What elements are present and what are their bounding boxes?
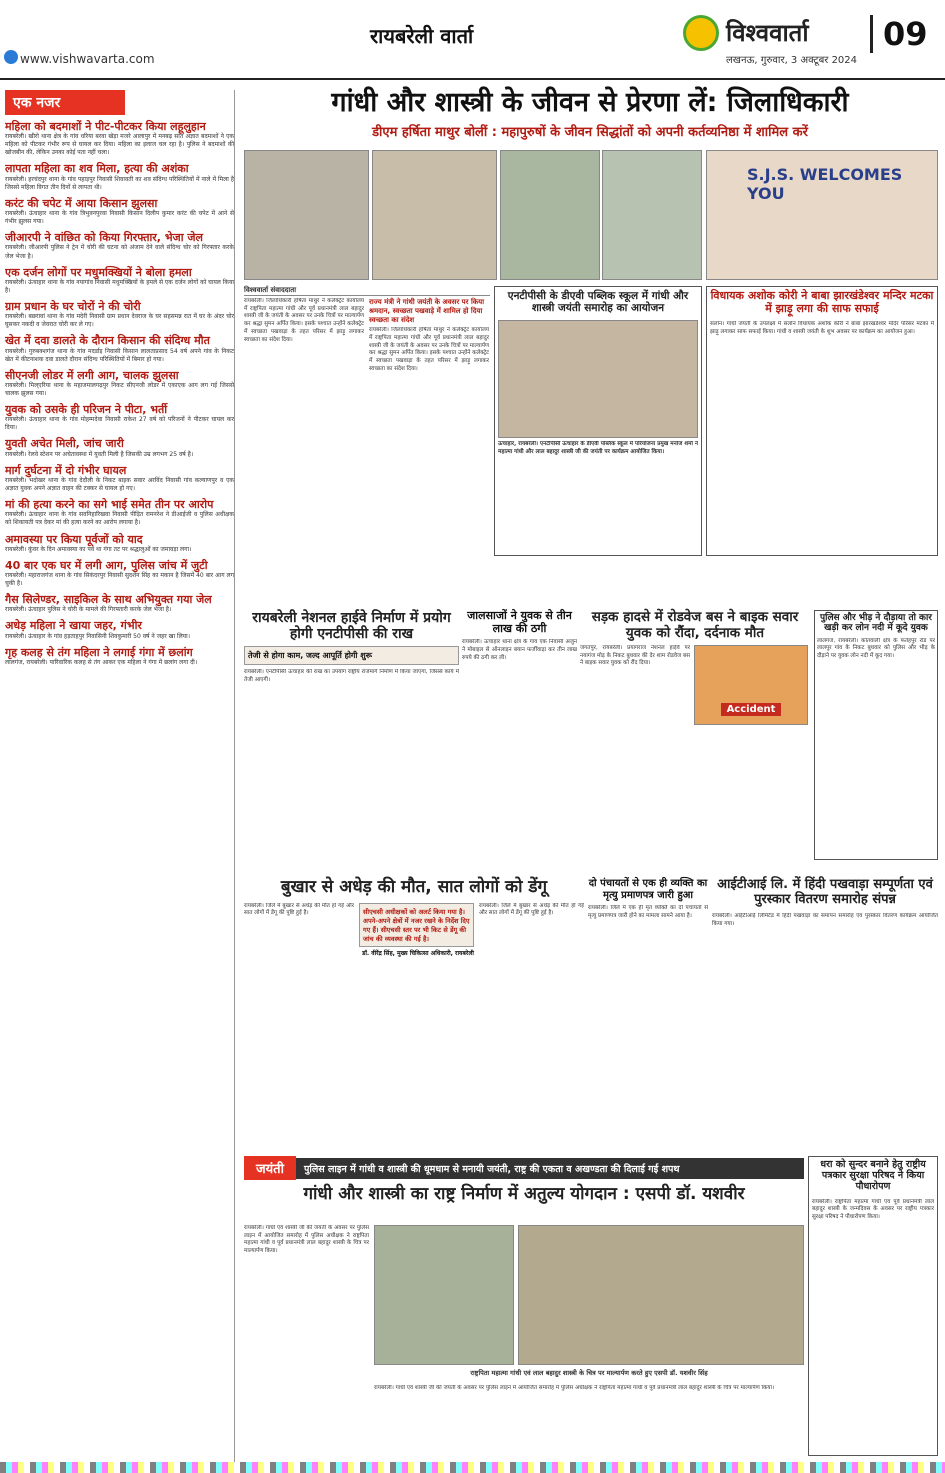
jayanti-caption: राष्ट्रपिता महात्मा गांधी एवं लाल बहादुर शास्त्री के चित्र पर माल्यार्पण करते हुए एसपी डॉ. यशवीर सिंह — [470, 1369, 708, 1377]
brief-headline: खेत में दवा डालते के दौरान किसान की संदिग्ध मौत — [5, 334, 210, 348]
highway-quote: तेजी से होगा काम, जल्द आपूर्ति होगी शुरू — [244, 646, 459, 665]
dengue-quote-author: डॉ. वीरेंद्र सिंह, मुख्य चिकित्सा अधिकारी, रायबरेली — [362, 949, 474, 957]
iti-story — [712, 878, 938, 1128]
jayanti-body-col2: रायबरेली। गांधी एवं शास्त्री जी की जयंती के अवसर पर पुलिस लाइन में आयोजित समारोह में पुलिस अधीक्षक ने राष्ट्रपिता महात्मा गांधी व पूर्व प्रधानमंत्री लाल बहादुर शास्त्री के चित्र पर माल्यार्पण किया। — [374, 1385, 775, 1391]
jayanti-headline: गांधी और शास्त्री का राष्ट्र निर्माण में अतुल्य योगदान : एसपी डॉ. यशवीर — [303, 1184, 745, 1204]
highway-body: रायबरेली। एनटीपीसी ऊंचाहार की राख का उपयोग राष्ट्रीय राजमार्ग निर्माण में किया जाएगा, जिससे कार्य में तेजी आएगी। — [244, 669, 459, 683]
brief-text: रायबरेली। भदोखर थाना के गांव देदौली के निकट बाइक सवार अरविंद निवासी गांव कल्याणपुर व एक अज्ञात युवक अपने अज्ञात वाहन की टक्कर से घायल हो गए। — [5, 476, 234, 493]
brief-headline: अमावस्या पर किया पूर्वजों को याद — [5, 532, 143, 546]
lead-photo-dignitaries — [602, 150, 702, 280]
brief-text: रायबरेली। ऊंचाहार थाना के गांव नयागांव निवासी मधुमक्खियों के हमले से एक दर्जन लोगों को घायल किया है। — [5, 278, 234, 294]
brief-item — [5, 619, 234, 640]
accident-sign: Accident — [721, 703, 782, 716]
mla-body: सलोन। गांधी जयंती के उपलक्ष्य में सलोन विधायक अशोक कोरी ने बाबा झारखंडेश्वर मंदिर परिसर मटका में झाड़ू लगाकर साफ सफाई किया। गांधी व शास्त्री जयंती के शुभ अवसर पर कार्यक्रम का आयोजन हुआ। — [710, 321, 934, 335]
accident-headline: सड़क हादसे में रोडवेज बस ने बाइक सवार युवक को रौंदा, दर्दनाक मौत — [591, 609, 799, 641]
jayanti-photo-parade — [518, 1225, 804, 1365]
accident-body: जगतपुर, रायबरेली। प्रयागराज नेशनल हाईवे पर नयागंज मोड़ के निकट बुधवार की देर शाम रोडवेज बस ने बाइक सवार युवक को रौंद दिया। — [580, 645, 690, 667]
brief-text: लालगंज, रायबरेली। पारिवारिक कलह से तंग आकर एक महिला ने गंगा में छलांग लगा दी। — [5, 658, 198, 666]
brief-text: रायबरेली। रेलवे स्टेशन पर अचेतावस्था में युवती मिली है जिसकी उम्र लगभग 25 वर्ष है। — [5, 450, 194, 458]
brief-headline: युवक को उसके ही परिजन ने पीटा, भर्ती — [5, 403, 168, 417]
iti-headline: आईटीआई लि. में हिंदी पखवाड़ा सम्पूर्णता एवं पुरस्कार वितरण समारोह संपन्न — [717, 877, 933, 907]
brief-text: रायबरेली। गुरुबक्शगंज थाना के गांव मदर्डाइ निवासी किसान लालताप्रसाद 54 वर्ष अपने गांव के निकट खेत में कीटनाशक दवा डालते दौरान संदिग्ध परिस्थितियों में बिमार हो गया। — [5, 347, 234, 363]
river-story — [814, 610, 938, 860]
brief-headline: युवती अचेत मिली, जांच जारी — [5, 437, 124, 451]
brief-item — [5, 162, 234, 191]
brief-headline: सीएनजी लोडर में लगी आग, चालक झुलसा — [5, 368, 179, 382]
panchayat-story — [588, 878, 708, 1128]
mla-story — [706, 286, 938, 556]
lead-body-col2: रायबरेली। जिलाधिकारी हर्षिता माथुर ने कलेक्ट्रेट कार्यालय में राष्ट्रपिता महात्मा गांधी और पूर्व प्रधानमंत्री लाल बहादुर शास्त्री जी के जयंती के अवसर पर उनके चित्रों पर माल्यार्पण कर श्रद्धा सुमन अर्पित किया। इसके पश्चात उन्होंने कलेक्ट्रेट में स्वच्छता पखवाड़ा के तहत परिसर में झाड़ू लगाकर स्वच्छता का संदेश दिया। — [369, 327, 489, 372]
page-number: 09 — [870, 15, 928, 53]
ntpc-headline: एनटीपीसी के डीएवी पब्लिक स्कूल में गांधी और शास्त्री जयंती समारोह का आयोजन — [507, 290, 689, 315]
brand-logo — [683, 15, 719, 51]
jayanti-label: जयंती — [244, 1156, 296, 1180]
iti-body: रायबरेली। आईटीआई लिमिटेड में हिंदी पखवाड़ा का समापन समारोह एवं पुरस्कार वितरण कार्यक्रम आयोजित किया गया। — [712, 912, 938, 927]
issue-date: लखनऊ, गुरुवार, 3 अक्टूबर 2024 — [726, 55, 858, 66]
jayanti-photo-sp — [374, 1225, 514, 1365]
plantation-story — [808, 1156, 938, 1456]
dengue-body: रायबरेली। जिले में बुखार से अधेड़ की मौत हो गई और सात लोगों में डेंगू की पुष्टि हुई है। — [244, 902, 354, 917]
lead-photo-crowd — [500, 150, 600, 280]
brief-headline: मां की हत्या करने का सगे भाई समेत तीन पर आरोप — [5, 498, 214, 512]
brief-headline: 40 बार एक घर में लगी आग, पुलिस जांच में जुटी — [5, 558, 208, 572]
jayanti-band-text: पुलिस लाइन में गांधी व शास्त्री की धूमधाम से मनायी जयंती, राष्ट्र की एकता व अखण्डता की दिलाई गई शपथ — [296, 1158, 804, 1179]
lead-photo-cleaning — [372, 150, 497, 280]
brief-item — [5, 369, 234, 398]
lead-byline: विश्ववार्ता संवाददाता — [244, 286, 490, 296]
ntpc-caption: ऊंचाहार, रायबरेली। एनटीपीसी ऊंचाहार के डीएवी पब्लिक स्कूल में परियोजना प्रमुख मनोज शर्मा ने महात्मा गांधी और लाल बहादुर शास्त्री जी की जयंती पर कार्यक्रम आयोजित किया। — [498, 441, 698, 455]
brief-item — [5, 437, 234, 458]
brief-item — [5, 300, 234, 329]
brief-headline: मार्ग दुर्घटना में दो गंभीर घायल — [5, 463, 127, 477]
brief-headline: गृह कलह से तंग महिला ने लगाई गंगा में छलांग — [5, 645, 193, 659]
brief-headline: जीआरपी ने वांछित को किया गिरफ्तार, भेजा जेल — [5, 231, 204, 245]
section-title: रायबरेली वार्ता — [370, 24, 474, 48]
site-url[interactable]: www.vishwavarta.com — [20, 52, 155, 66]
dengue-quote: सीएचसी अधीक्षकों को अलर्ट किया गया है। अपने-अपने क्षेत्रों में नजर रखने के निर्देश दिए गए हैं। सीएचसी स्तर पर भी किट से डेंगू की जांच की व्यवस्था की गई है। — [359, 903, 474, 947]
brief-item — [5, 646, 234, 667]
dengue-body-col2: रायबरेली। जिले में बुखार से अधेड़ की मौत हो गई और सात लोगों में डेंगू की पुष्टि हुई है। — [479, 902, 584, 917]
brief-text: रायबरेली। हरचंदपुर थाना के गांव पहाड़पुर निवासी शिवावती का शव संदिग्ध परिस्थितियों में नाले में मिला है जिससे महिला विगत तीन दिनों से लापता थी। — [5, 175, 234, 191]
brief-headline: महिला को बदमाशों ने पीट-पीटकर किया लहूलुहान — [5, 120, 206, 133]
brief-text: रायबरेली। ऊंचाहार थाना के गांव सवनिहारिखवा निवासी पीड़ित रामनरेश ने डीआईजी व पुलिस अधीक्षक को शिकायती पत्र देकर मां की हत्या करने का आरोप लगाया है। — [5, 511, 234, 527]
banner-text: S.J.S. WELCOMES YOU — [747, 165, 903, 203]
highway-story — [244, 610, 459, 860]
brief-item — [5, 334, 234, 363]
brief-item — [5, 197, 234, 226]
dengue-headline: बुखार से अधेड़ की मौत, सात लोगों को डेंगू — [280, 877, 548, 897]
ntpc-photo — [498, 320, 698, 438]
brief-text: रायबरेली। ऊंचाहार पुलिस ने चोरी के मामले की गिरफ्तारी करके जेल भेजा है। — [5, 606, 172, 614]
lead-photo-school — [706, 150, 938, 280]
lead-body-col1: रायबरेली। जिलाधिकारी हर्षिता माथुर ने कलेक्ट्रेट कार्यालय में राष्ट्रपिता महात्मा गांधी और पूर्व प्रधानमंत्री लाल बहादुर शास्त्री जी के जयंती के अवसर पर उनके चित्रों पर माल्यार्पण कर श्रद्धा सुमन अर्पित किया। इसके पश्चात उन्होंने कलेक्ट्रेट में स्वच्छता पखवाड़ा के तहत परिसर में झाड़ू लगाकर स्वच्छता का संदेश दिया। — [244, 298, 364, 343]
panchayat-headline: दो पंचायतों से एक ही व्यक्ति का मृत्यु प्रमाणपत्र जारी हुआ — [588, 878, 708, 901]
brief-text: रायबरेली। बछरावां थाना के गांव मदेरी निवासी ग्राम प्रधान देवराज के घर सहसमन्न रात में घर के अंदर चोर घुसकर नकदी व जेवरात चोरी कर ले गए। — [5, 313, 234, 329]
panchayat-body: रायबरेली। जिले में एक ही मृत व्यक्ति का दो पंचायतों से मृत्यु प्रमाणपत्र जारी होने का मामला सामने आया है। — [588, 905, 708, 919]
brief-item — [5, 403, 234, 432]
print-registration-strip — [0, 1462, 945, 1473]
brief-text: रायबरेली। ऊंचाहार थाना के गांव मोहम्मदेवा निवासी राकेश 27 वर्ष को परिजनों ने पीटकर घायल कर दिया। — [5, 416, 234, 432]
brief-headline: गैस सिलेण्डर, साइकिल के साथ अभियुक्त गया जेल — [5, 593, 212, 607]
lead-subheadline: डीएम हर्षिता माथुर बोलीं : महापुरुषों के जीवन सिद्धांतों को अपनी कर्तव्यनिष्ठा में शामिल करें — [372, 124, 808, 140]
brief-text: रायबरेली। खीरो थाना क्षेत्र के गांव धरिया बरवा खेड़ा मजरे आलापुर में मनबढ़ सात अज्ञात बदमाशों ने एक महिला को पीटकर गंभीर रूप से घायल कर दिया। महिला का इलाज चल रहा है। पुलिस ने बदमाशों की खोजबीन की, लेकिन उनका कोई पता नहीं चला। — [5, 133, 234, 157]
lead-photo-dm — [244, 150, 369, 280]
jayanti-body: रायबरेली। गांधी एवं शास्त्री जी की जयंती के अवसर पर पुलिस लाइन में आयोजित समारोह में पुलिस अधीक्षक ने राष्ट्रपिता महात्मा गांधी व पूर्व प्रधानमंत्री लाल बहादुर शास्त्री के चित्र पर माल्यार्पण किया। — [244, 1225, 369, 1255]
mla-headline: विधायक अशोक कोरी ने बाबा झारखंडेश्वर मन्दिर मटका में झाड़ू लगा की साफ सफाई — [710, 289, 934, 315]
fraud-headline: जालसाजों ने युवक से तीन लाख की ठगी — [467, 609, 572, 635]
brief-item — [5, 498, 234, 527]
brief-text: रायबरेली। ऊंचाहार के गांव हड़ताहपुर निवासिनी शिवकुमारी 50 वर्ष ने जहर खा लिया। — [5, 632, 190, 640]
brief-headline: ग्राम प्रधान के घर चोरों ने की चोरी — [5, 299, 141, 313]
brief-item — [5, 464, 234, 493]
brief-text: रायबरेली। ऊंचाहार थाना के गांव त्रिभुवनपुरवा निवासी किसान दिलीप कुमार करंट की चपेट में आने से गंभीर झुलस गया। — [5, 210, 234, 226]
brief-item — [5, 559, 234, 588]
brief-text: रायबरेली। मिल्एरिया थाना के महाजमालगढ़पुर निकट सीएनजी लोडर में एकाएक आग लग गई जिससे चालक झुलस गया। — [5, 381, 234, 397]
brief-item — [5, 266, 234, 295]
brief-headline: करंट की चपेट में आया किसान झुलसा — [5, 196, 158, 210]
brief-headline: एक दर्जन लोगों पर मधुमक्खियों ने बोला हमला — [5, 265, 192, 279]
brief-headline: अधेड़ महिला ने खाया जहर, गंभीर — [5, 619, 142, 633]
brief-text: रायबरेली। महाराजगंज थाना के गांव सिकंदरपुर निवासी सुदर्शन सिंह का मकान है जिसमें 40 बार आग लग चुकी है। — [5, 571, 234, 588]
brief-item — [5, 593, 234, 614]
fraud-body: रायबरेली। ऊंचाहार थाना क्षेत्र के गांव एक निवासी अजुन ने मोबाइल से ऑनलाइन बयान फर्जीवाड़ा कर तीन लाख रुपये की ठगी कर ली। — [462, 639, 577, 661]
masthead — [0, 0, 945, 80]
accident-photo — [694, 645, 808, 725]
ntpc-story — [494, 286, 702, 556]
plantation-body: रायबरेली। राष्ट्रपिता महात्मा गांधी एवं पूर्व प्रधानमंत्री लाल बहादुर शास्त्री के जन्मदिवस के अवसर पर राष्ट्रीय पत्रकार सुरक्षा परिषद ने पौधारोपण किया। — [812, 1198, 934, 1221]
plantation-headline: धरा को सुन्दर बनाने हेतु राष्ट्रीय पत्रकार सुरक्षा परिषद ने किया पौधारोपण — [820, 1159, 926, 1192]
browser-icon — [4, 50, 18, 64]
river-headline: पुलिस और भीड़ ने दौड़ाया तो कार खड़ी कर लोन नदी में कूदे युवक — [820, 613, 932, 634]
brief-item — [5, 231, 234, 260]
brief-headline: लापता महिला का शव मिला, हत्या की अशंका — [5, 162, 189, 176]
accident-story — [580, 610, 810, 860]
highway-headline: रायबरेली नेशनल हाईवे निर्माण में प्रयोग होगी एनटीपीसी की राख — [252, 610, 451, 643]
brief-text: रायबरेली। कुंवर के दिन अमावस्या का पर्व था गंगा तट पर श्रद्धालुओं का जमावड़ा लगा। — [5, 545, 192, 553]
lead-headline: गांधी और शास्त्री के जीवन से प्रेरणा लें: जिलाधिकारी — [331, 87, 849, 118]
dengue-story — [244, 878, 584, 1128]
sidebar-briefs — [5, 90, 235, 1462]
lead-story — [242, 88, 938, 140]
brief-item — [5, 120, 234, 157]
fraud-story — [462, 610, 577, 860]
brand-name: विश्ववार्ता — [726, 19, 809, 47]
lead-inset-headline: राज्य मंत्री ने गांधी जयंती के अवसर पर किया श्रमदान, स्वच्छता पखवाड़े में शामिल हो दिया स्वच्छता का संदेश — [369, 298, 485, 324]
brief-text: रायबरेली। जीआरपी पुलिस ने ट्रेन में चोरी की घटना को अंजाम देने वाले संदिग्ध चोर को गिरफ्तार करके जेल भेजा है। — [5, 244, 234, 260]
brief-item — [5, 533, 234, 554]
river-body: लालगंज, रायबरेली। कोतवाली क्षेत्र के फतेहपुर रोड पर लालपुर गांव के निकट बुधवार को पुलिस और भीड़ के दौड़ाने पर युवक लोन नदी में कूद गया। — [817, 637, 935, 660]
lead-body — [244, 286, 490, 581]
sidebar-label: एक नजर — [5, 90, 125, 115]
jayanti-band — [244, 1156, 804, 1180]
